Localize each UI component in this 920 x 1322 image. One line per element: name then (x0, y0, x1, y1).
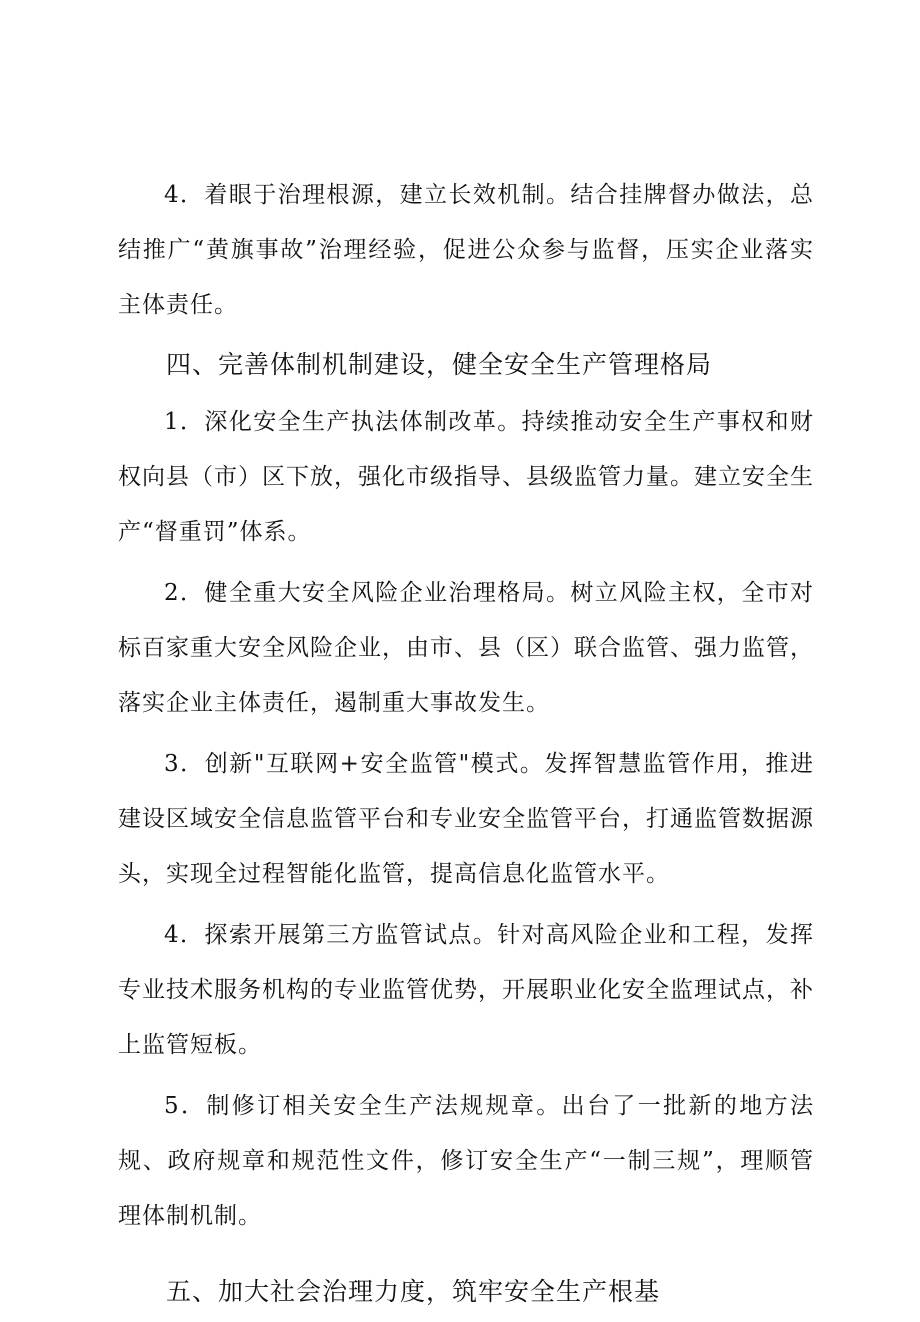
paragraph-item-5: 5．制修订相关安全生产法规规章。出台了一批新的地方法规、政府规章和规范性文件，修订安全生产“一制三规”，理顺管理体制机制。 (118, 1093, 814, 1229)
paragraph-item-2: 2．健全重大安全风险企业治理格局。树立风险主权，全市对标百家重大安全风险企业，由市、县（区）联合监管、强力监管，落实企业主体责任，遏制重大事故发生。 (118, 580, 814, 716)
paragraph-item-4: 4．探索开展第三方监管试点。针对高风险企业和工程，发挥专业技术服务机构的专业监管优势，开展职业化安全监理试点，补上监管短板。 (118, 922, 814, 1058)
paragraph-item-3: 3．创新"互联网+安全监管"模式。发挥智慧监管作用，推进建设区域安全信息监管平台和专业安全监管平台，打通监管数据源头，实现全过程智能化监管，提高信息化监管水平。 (118, 751, 814, 887)
section-heading-five: 五、加大社会治理力度，筑牢安全生产根基 (166, 1277, 661, 1306)
section-heading-four: 四、完善体制机制建设，健全安全生产管理格局 (166, 350, 713, 379)
paragraph-item-1: 1．深化安全生产执法体制改革。持续推动安全生产事权和财权向县（市）区下放，强化市级指导、县级监管力量。建立安全生产“督重罚”体系。 (118, 409, 814, 545)
document-body (118, 168, 814, 1322)
paragraph-item-4-top: 4．着眼于治理根源，建立长效机制。结合挂牌督办做法，总结推广“黄旗事故”治理经验，促进公众参与监督，压实企业落实主体责任。 (118, 182, 814, 318)
